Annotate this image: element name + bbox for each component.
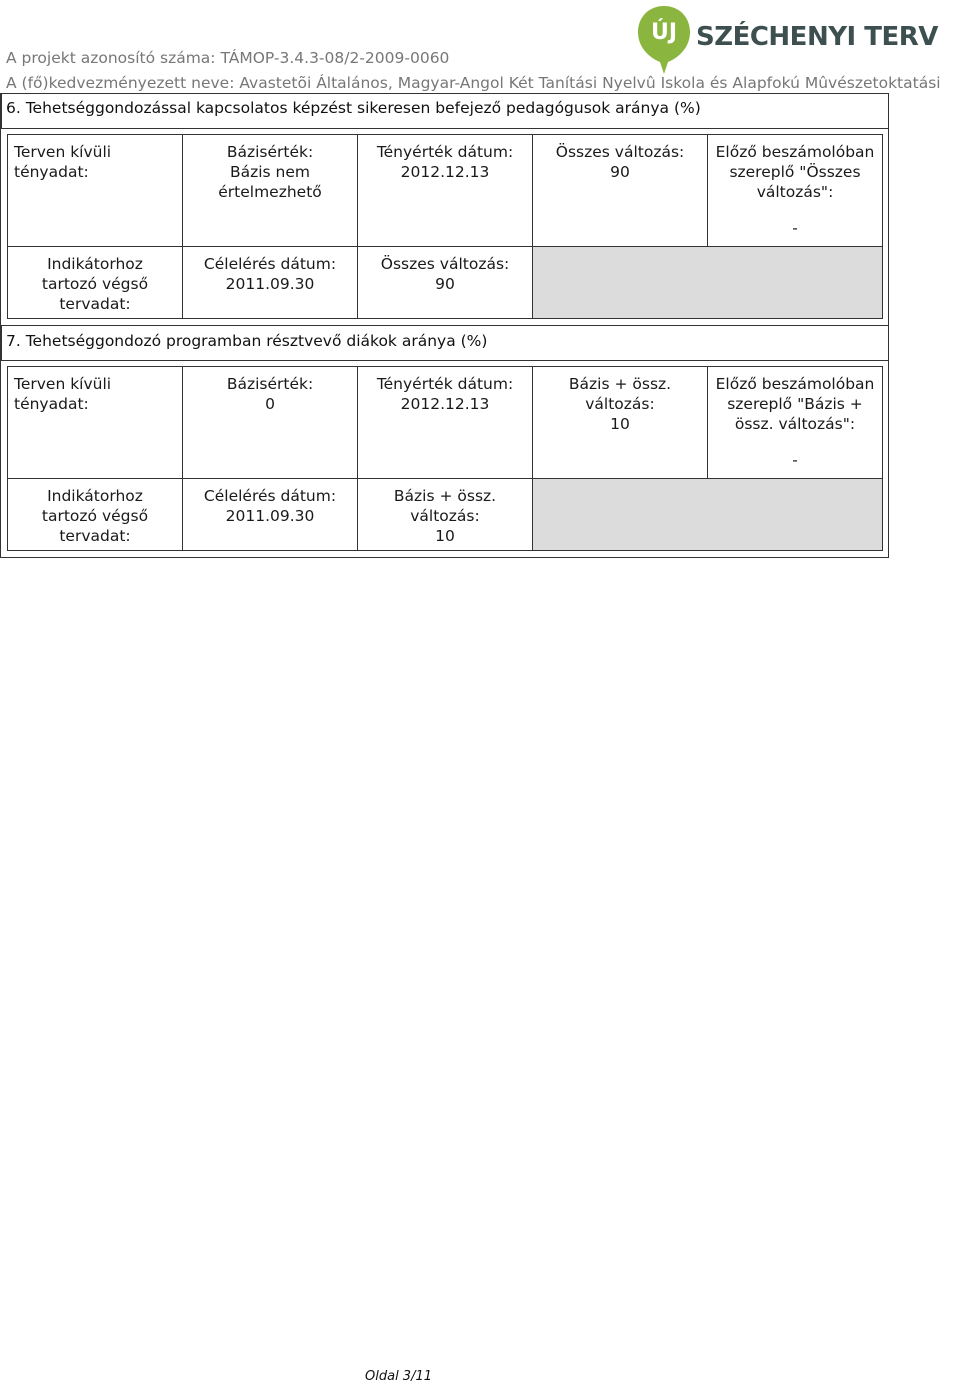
indicator-7-actual-date: Tényérték dátum: 2012.12.13 [358, 367, 533, 479]
indicator-6-empty-cell [533, 247, 883, 319]
indicator-6-target-date: Célelérés dátum: 2011.09.30 [183, 247, 358, 319]
page-number: Oldal 3/11 [365, 1369, 432, 1384]
indicator-7-previous-value: - [792, 451, 798, 469]
logo-badge-text: ÚJ [650, 20, 678, 45]
indicator-6-table [7, 134, 883, 319]
indicator-6-base-value: Bázisérték: Bázis nem értelmezhető [183, 135, 358, 247]
indicator-6-previous-report: Előző beszámolóban szereplő "Összes változás": - [708, 135, 883, 247]
indicator-6-previous-value: - [792, 219, 798, 237]
indicator-7-base-value: Bázisérték: 0 [183, 367, 358, 479]
indicator-7-base-plus-change: Bázis + össz. változás: 10 [533, 367, 708, 479]
indicator-7-title: 7. Tehetséggondozó programban résztvevő diákok aránya (%) [6, 332, 488, 350]
indicator-7-actual-label: Terven kívüli tényadat: [8, 367, 183, 479]
indicator-6-actual-label: Terven kívüli tényadat: [8, 135, 183, 247]
indicator-7-row-target [8, 479, 883, 551]
project-id-line: A projekt azonosító száma: TÁMOP-3.4.3-08/2-2009-0060 [6, 49, 450, 67]
indicator-6-row-target [8, 247, 883, 319]
indicator-6-target-label: Indikátorhoz tartozó végső tervadat: [8, 247, 183, 319]
indicator-7-row-actual [8, 367, 883, 479]
indicator-6-row-actual [8, 135, 883, 247]
indicator-7-target-label: Indikátorhoz tartozó végső tervadat: [8, 479, 183, 551]
szechenyi-terv-logo [638, 4, 938, 76]
indicator-6-total-change: Összes változás: 90 [533, 135, 708, 247]
indicator-7-table [7, 366, 883, 551]
indicator-7-target-change: Bázis + össz. változás: 10 [358, 479, 533, 551]
logo-brand-text: SZÉCHENYI TERV [696, 22, 938, 52]
indicator-6-title: 6. Tehetséggondozással kapcsolatos képzést sikeresen befejező pedagógusok aránya (%) [6, 99, 701, 117]
indicator-7-target-date: Célelérés dátum: 2011.09.30 [183, 479, 358, 551]
indicator-6-target-change: Összes változás: 90 [358, 247, 533, 319]
indicator-7-empty-cell [533, 479, 883, 551]
indicator-7-previous-report: Előző beszámolóban szereplő "Bázis + össz. változás": - [708, 367, 883, 479]
indicator-6-actual-date: Tényérték dátum: 2012.12.13 [358, 135, 533, 247]
beneficiary-name-line: A (fő)kedvezményezett neve: Avastetõi Általános, Magyar-Angol Két Tanítási Nyelvû Iskola és Alapfokú Mûvészetoktatási [6, 74, 941, 92]
